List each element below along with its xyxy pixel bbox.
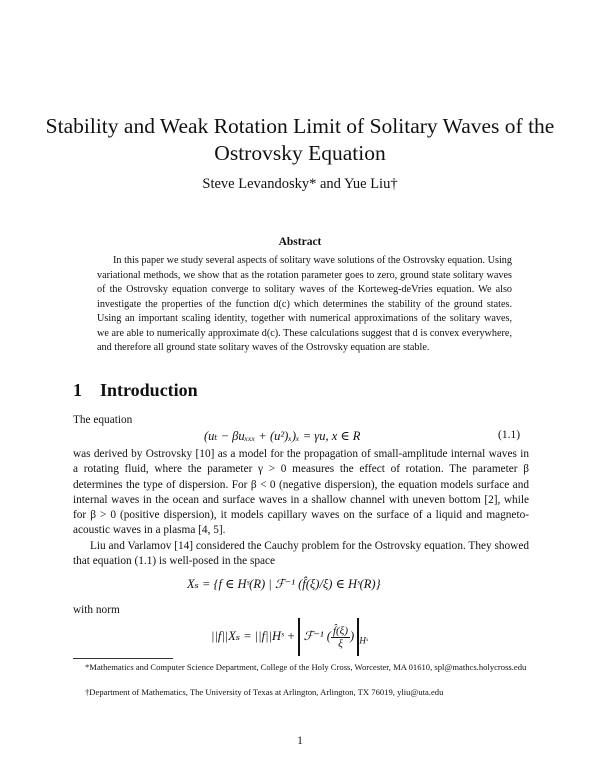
footnote-rule <box>73 658 173 659</box>
equation-label: (1.1) <box>498 429 521 441</box>
norm-eq-subscript: Hˢ <box>359 635 368 646</box>
space-eq-lhs: Xₛ = {f ∈ Hˢ(R) | ℱ⁻¹ <box>187 577 295 591</box>
abstract-text: In this paper we study several aspects of solitary wave solutions of the Ostrovsky equation. Using variational methods, we show that as the rotation parameter goes to zero, ground state solitary waves of the Ostrovsky equation converge to solitary waves of the Korteweg-deVries equation. We also investigate the properties of the function d(c) which determines the stability of the ground states. Using an important scaling identity, together with numerical approximations of the solitary waves, we are able to numerically approximate d(c). These calculations suggest that d is convex everywhere, and therefore all ground state solitary waves of the Ostrovsky equation are stable. <box>97 255 512 353</box>
space-eq-rhs: ∈ Hˢ(R)} <box>335 577 381 591</box>
norm-bar-left <box>298 618 300 656</box>
with-norm-text: with norm <box>73 604 120 616</box>
norm-eq-fraction <box>331 625 350 650</box>
paper-title: Stability and Weak Rotation Limit of Solitary Waves of the Ostrovsky Equation <box>45 114 555 165</box>
intro-lead: The equation <box>73 414 133 426</box>
paragraph-cauchy: Liu and Varlamov [14] considered the Cauchy problem for the Ostrovsky equation. They showed that equation (1.1) is well-posed in the space <box>73 540 529 568</box>
author-line: Steve Levandosky* and Yue Liu† <box>202 176 398 192</box>
norm-eq-operator: ℱ⁻¹ <box>303 628 324 643</box>
paragraph-ostrovsky: was derived by Ostrovsky [10] as a model for the propagation of small-amplitude internal waves in a rotating fluid, where the parameter γ > 0 measures the effect of rotation. The parameter β determines the type of dispersion. For β < 0 (negative dispersion), the equation models surface and internal waves in the ocean and surface waves in a shallow channel with uneven bottom [2], while for β > 0 (positive dispersion), it models capillary waves on the surface of a liquid and magneto-acoustic waves in a plasma [4, 5]. <box>73 448 529 537</box>
space-equation <box>187 576 381 592</box>
norm-equation: ||f||Xₛ = ||f||Hˢ + ℱ⁻¹ ( $\frac{f̂(\xi)}{\xi}$ ) $_{Hˢ}$ <box>211 618 368 656</box>
norm-eq-lhs: ||f||Xₛ = ||f||Hˢ + <box>211 628 296 643</box>
footnote-1: *Mathematics and Computer Science Department, College of the Holy Cross, Worcester, MA 01610, spl@mathcs.holycross.edu <box>85 662 527 672</box>
equation-1-1: (uₜ − βuₓₓₓ + (u²)ₓ)ₓ = γu, x ∈ R <box>204 429 361 443</box>
section-heading <box>73 380 198 401</box>
norm-eq-denominator: ξ <box>338 637 343 650</box>
page-number: 1 <box>297 735 303 747</box>
abstract-heading: Abstract <box>278 236 322 248</box>
norm-eq-numerator: f̂(ξ) <box>332 624 349 637</box>
section-title: Introduction <box>100 380 198 400</box>
footnote-2: †Department of Mathematics, The University of Texas at Arlington, Arlington, TX 76019, yliu@uta.edu <box>85 687 444 697</box>
section-number: 1 <box>73 380 82 400</box>
space-eq-mid: (f̂(ξ)/ξ) <box>298 577 333 591</box>
